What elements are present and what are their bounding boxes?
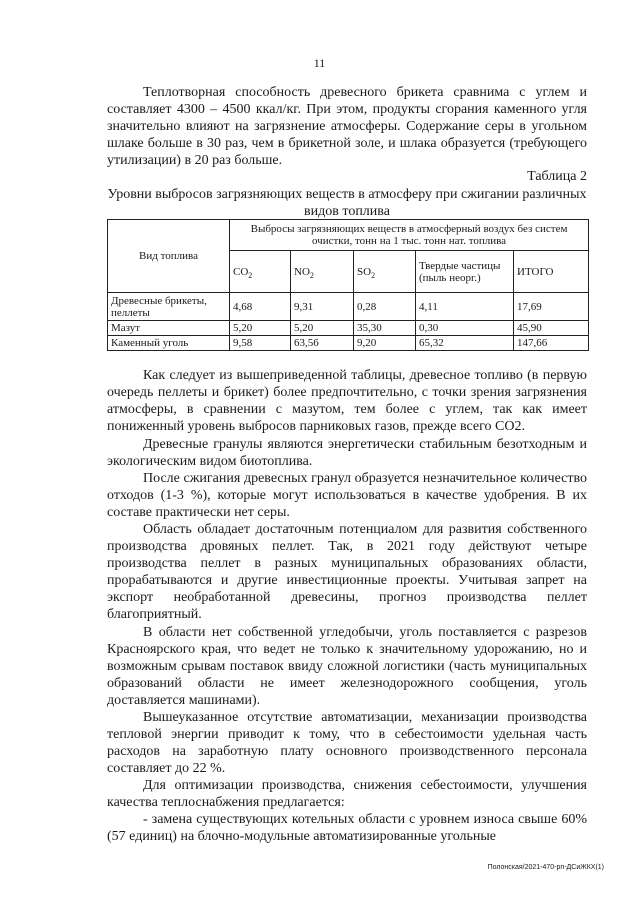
body-paragraph: Для оптимизации производства, снижения себестоимости, улучшения качества теплоснабжения предлагается: <box>107 778 587 810</box>
cell-fuel: Мазут <box>108 321 230 336</box>
cell-no2: 5,20 <box>291 321 354 336</box>
cell-total: 17,69 <box>514 293 589 321</box>
cell-solid: 65,32 <box>416 336 514 351</box>
header-fuel-type: Вид топлива <box>108 220 230 293</box>
cell-so2: 35,30 <box>354 321 416 336</box>
body-paragraph: - замена существующих котельных области с уровнем износа свыше 60% (57 единиц) на блочно-модульные автоматизированные угольные <box>107 812 587 844</box>
cell-fuel: Древесные брикеты, пеллеты <box>108 293 230 321</box>
cell-no2: 9,31 <box>291 293 354 321</box>
cell-co2: 4,68 <box>230 293 291 321</box>
emissions-table <box>107 219 589 351</box>
header-so2: $SO_2$ <box>354 251 416 293</box>
table-title: Уровни выбросов загрязняющих веществ в атмосферу при сжигании различных видов топлива <box>107 187 587 219</box>
body-paragraph: Область обладает достаточным потенциалом для развития собственного производства дровяных пеллет. Так, в 2021 году действуют четыре производства пеллет в разных муниципальных образованиях области, прорабатываются и другие инвестиционные проекты. Учитывая запрет на экспорт необработанной древесины, прогноз производства пеллет благоприятный. <box>107 522 587 622</box>
body-paragraph: В области нет собственной угледобычи, уголь поставляется с разрезов Красноярского края, что ведет не только к значительному удорожанию, но и возможным срывам поставок ввиду сложной логистики (часть муниципальных образований области не имеет железнодорожного сообщения, уголь доставляется машинами). <box>107 625 587 708</box>
cell-so2: 0,28 <box>354 293 416 321</box>
cell-total: 147,66 <box>514 336 589 351</box>
cell-solid: 4,11 <box>416 293 514 321</box>
body-paragraph: Как следует из вышеприведенной таблицы, древесное топливо (в первую очередь пеллеты и брикет) более предпочтительно, с точки зрения загрязнения атмосферы, в сравнении с мазутом, тем более с углем, так как имеет пониженный уровень выбросов парниковых газов, прежде всего CO2. <box>107 368 587 434</box>
table-row <box>108 336 589 351</box>
cell-co2: 9,58 <box>230 336 291 351</box>
cell-so2: 9,20 <box>354 336 416 351</box>
document-footer-code: Полонская/2021-470-рп-ДСиЖКХ(1) <box>487 864 604 871</box>
cell-no2: 63,56 <box>291 336 354 351</box>
header-emissions: Выбросы загрязняющих веществ в атмосферный воздух без систем очистки, тонн на 1 тыс. тонн нат. топлива <box>230 220 589 251</box>
header-solid-particles: Твердые частицы (пыль неорг.) <box>416 251 514 293</box>
cell-co2: 5,20 <box>230 321 291 336</box>
cell-solid: 0,30 <box>416 321 514 336</box>
body-paragraph: Древесные гранулы являются энергетически стабильным безотходным и экологическим видом биотоплива. <box>107 437 587 469</box>
header-no2: $NO_2$ <box>291 251 354 293</box>
table-label: Таблица 2 <box>527 169 587 184</box>
page-number: 11 <box>313 56 326 70</box>
header-co2: $CO_2$ <box>230 251 291 293</box>
header-total: ИТОГО <box>514 251 589 293</box>
body-paragraph: После сжигания древесных гранул образуется незначительное количество отходов (1-3 %), которые могут использоваться в качестве удобрения. В их составе практически нет серы. <box>107 471 587 520</box>
table-row <box>108 293 589 321</box>
cell-fuel: Каменный уголь <box>108 336 230 351</box>
cell-total: 45,90 <box>514 321 589 336</box>
table-row <box>108 321 589 336</box>
intro-paragraph: Теплотворная способность древесного брикета сравнима с углем и составляет 4300 – 4500 ккал/кг. При этом, продукты сгорания каменного угля значительно влияют на загрязнение атмосферы. Содержание серы в угольном шлаке больше в 30 раз, чем в брикетной золе, и шлака образуется (требующего утилизации) в 20 раз больше. <box>107 85 587 168</box>
body-paragraph: Вышеуказанное отсутствие автоматизации, механизации производства тепловой энергии приводит к тому, что в себестоимости удельная часть расходов на заработную плату основного производственного персонала составляет до 22 %. <box>107 710 587 776</box>
